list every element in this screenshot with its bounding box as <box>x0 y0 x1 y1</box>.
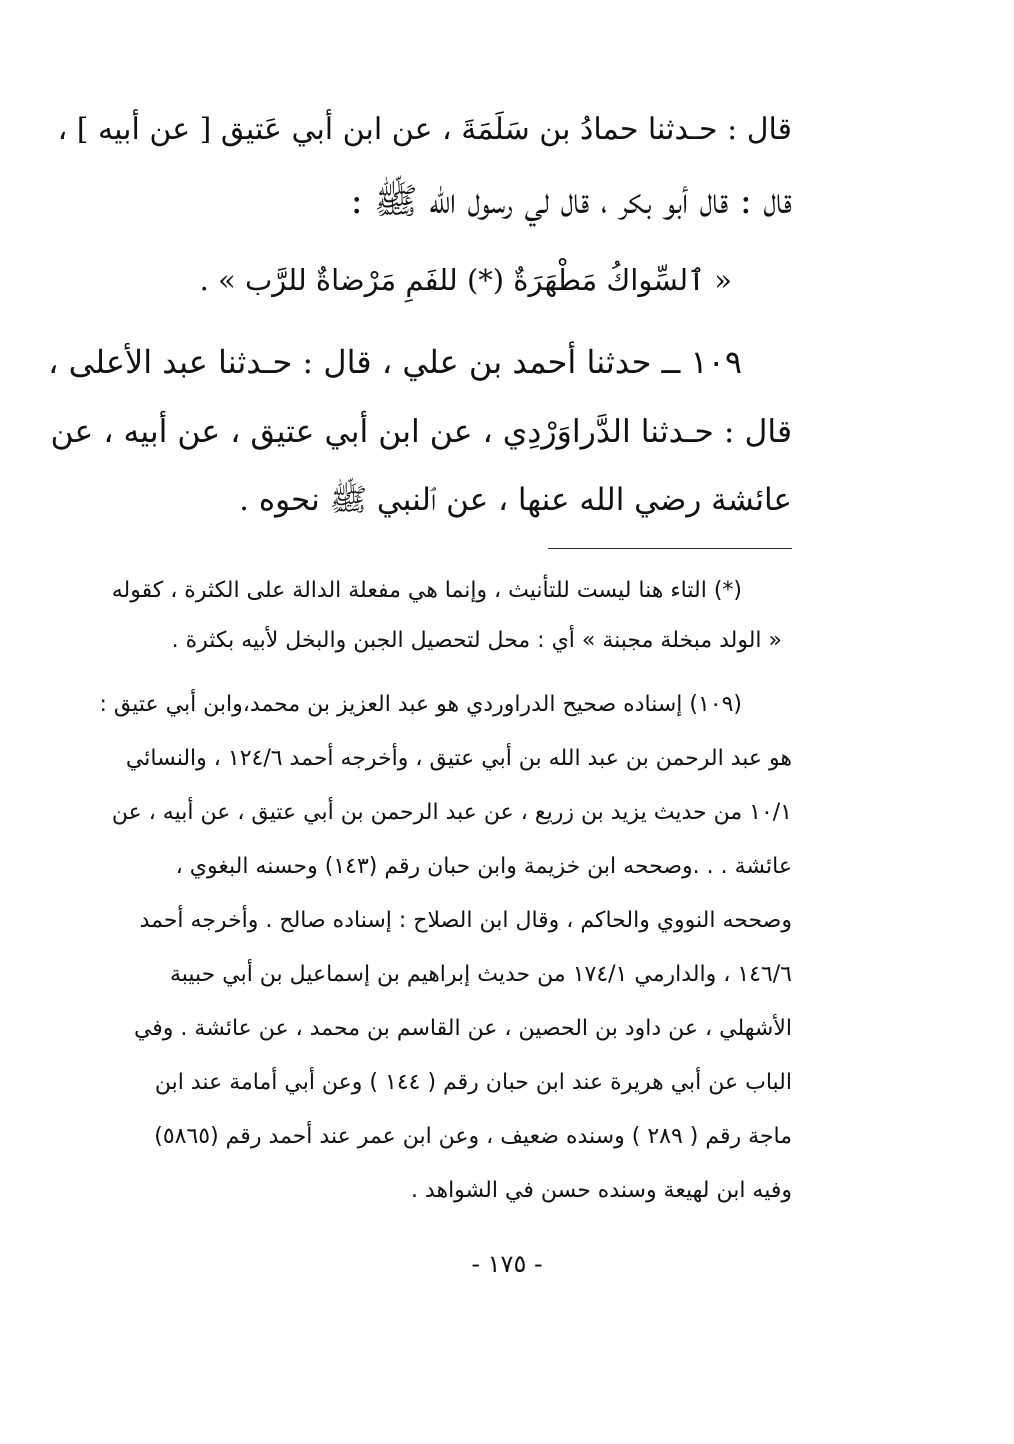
footnote-109-line-4: عائشة . . .وصححه ابن خزيمة وابن حبان رقم (١٤٣) وحسنه البغوي ، <box>175 854 792 879</box>
main-text-line-6: عائشة رضي الله عنها ، عن ٱلنبي ﷺ نحوه . <box>239 482 792 518</box>
footnote-separator <box>548 548 792 549</box>
footnote-109-line-2: هو عبد الرحمن بن عبد الله بن أبي عتيق ، وأخرجه أحمد ١٢٤/٦ ، والنسائي <box>125 746 792 771</box>
main-text-line-3: « ٱلسِّواكُ مَطْهَرَةٌ (*) للفَمِ مَرْضاةٌ للرَّب » . <box>199 263 732 297</box>
main-text-line-2: قال : قال أبو بكر ، قال لي رسول الله ﷺ : <box>350 181 792 222</box>
footnote-109-line-7: الأشهلي ، عن داود بن الحصين ، عن القاسم بن محمد ، عن عائشة . وفي <box>133 1016 792 1041</box>
footnote-109-line-9: ماجة رقم ( ٢٨٩ ) وسنده ضعيف ، وعن ابن عمر عند أحمد رقم (٥٨٦٥) <box>154 1124 792 1149</box>
footnote-109-line-6: ١٤٦/٦ ، والدارمي ١٧٤/١ من حديث إبراهيم بن إسماعيل بن أبي حبيبة <box>169 962 792 987</box>
main-text-line-4: ١٠٩ ــ حدثنا أحمد بن علي ، قال : حـدثنا عبد الأعلى ، <box>48 343 742 381</box>
footnote-109-line-10: وفيه ابن لهيعة وسنده حسن في الشواهد . <box>410 1178 792 1203</box>
footnote-109-line-3: ١٠/١ من حديث يزيد بن زريع ، عن عبد الرحمن بن أبي عتيق ، عن أبيه ، عن <box>111 800 792 825</box>
footnote-109-line-5: وصححه النووي والحاكم ، وقال ابن الصلاح : إسناده صالح . وأخرجه أحمد <box>139 908 792 933</box>
footnote-star-line-1: (*) التاء هنا ليست للتأنيث ، وإنما هي مفعلة الدالة على الكثرة ، كقوله <box>111 578 742 603</box>
footnote-109-line-8: الباب عن أبي هريرة عند ابن حبان رقم ( ١٤٤ ) وعن أبي أمامة عند ابن <box>154 1070 792 1095</box>
main-text-line-5: قال : حـدثنا الدَّراوَرْدِي ، عن ابن أبي عتيق ، عن أبيه ، عن <box>50 414 792 450</box>
footnote-star-line-2: « الولد مبخلة مجبنة » أي : محل لتحصيل الجبن والبخل لأبيه بكثرة . <box>171 628 782 653</box>
main-text-line-1: قال : حـدثنا حمادُ بن سَلَمَةَ ، عن ابن أبي عَتيق [ عن أبيه ] ، <box>57 112 792 147</box>
page-number: - ١٧٥ - <box>471 1250 543 1278</box>
footnote-109-line-1: (١٠٩) إسناده صحيح الدراوردي هو عبد العزيز بن محمد،وابن أبي عتيق : <box>99 692 742 717</box>
